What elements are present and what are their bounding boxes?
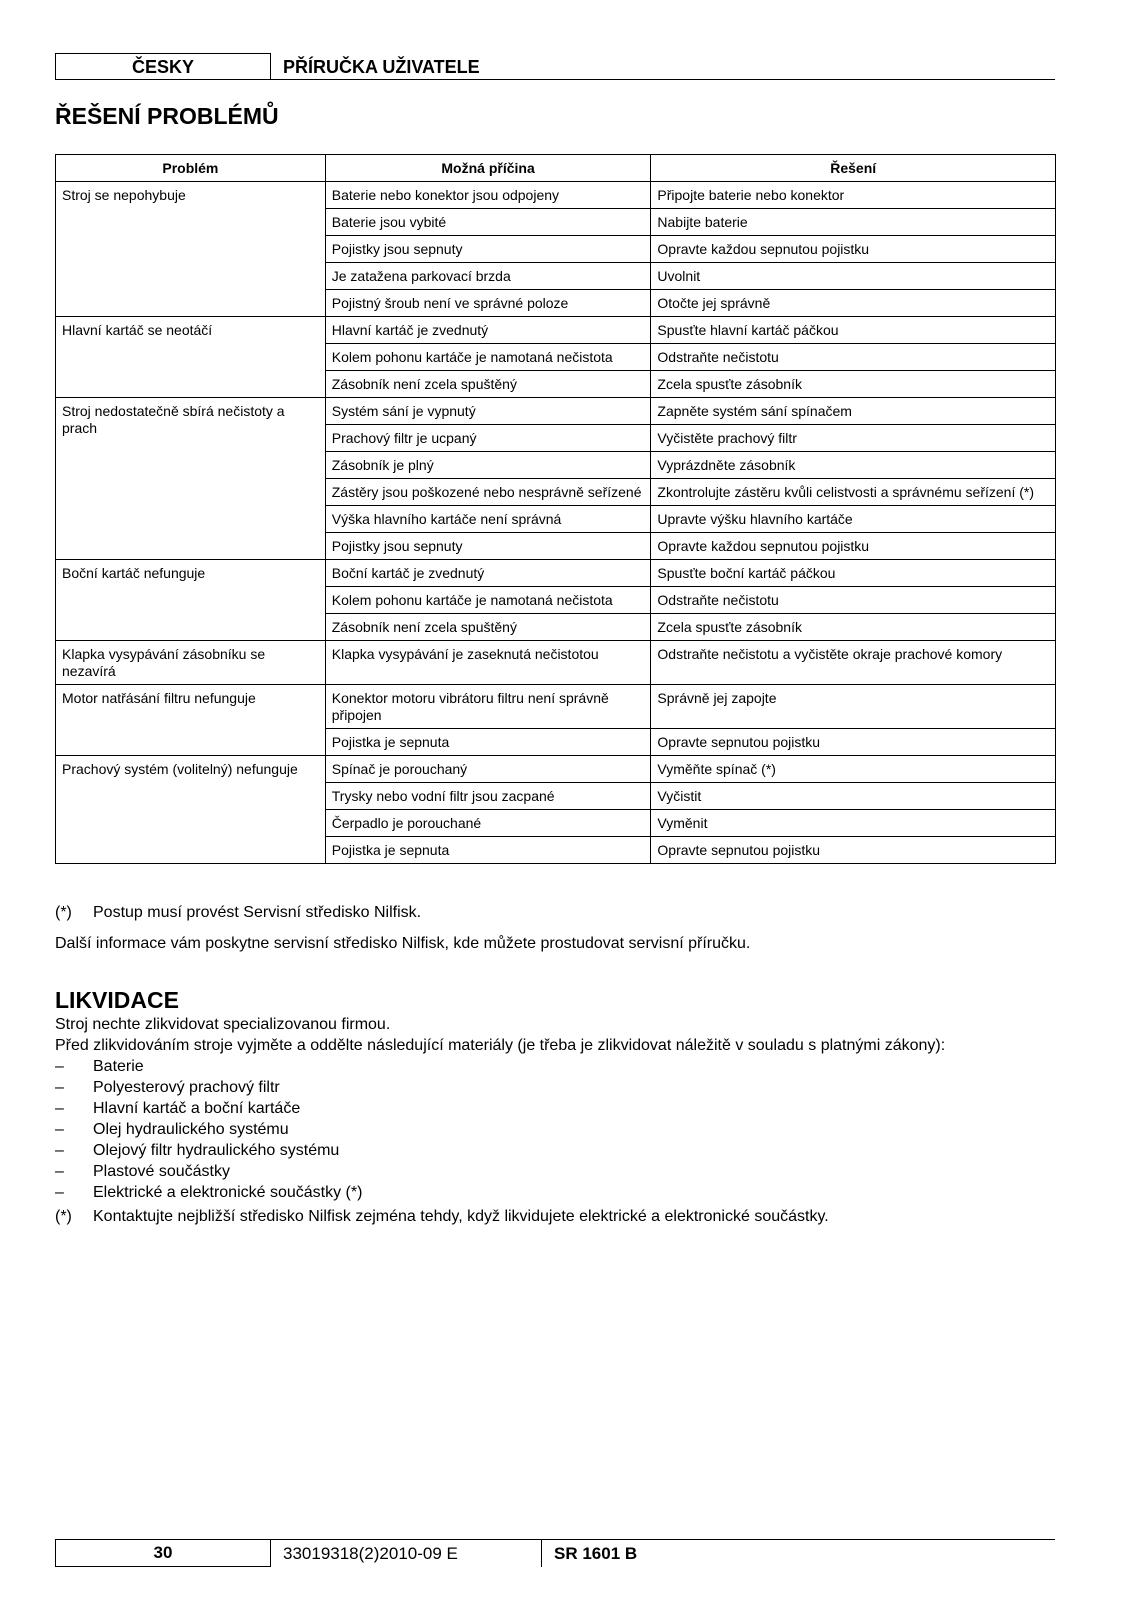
document-code: 33019318(2)2010-09 E bbox=[271, 1540, 542, 1567]
solution-cell: Odstraňte nečistotu a vyčistěte okraje prachové komory bbox=[651, 641, 1056, 685]
table-row bbox=[56, 641, 1056, 685]
list-item bbox=[55, 1056, 945, 1077]
cause-cell: Je zatažena parkovací brzda bbox=[325, 263, 651, 290]
solution-cell: Vyčistěte prachový filtr bbox=[651, 425, 1056, 452]
list-item bbox=[55, 1077, 945, 1098]
column-header-problem: Problém bbox=[56, 155, 326, 182]
table-row bbox=[56, 398, 1056, 425]
list-item-text: Olejový filtr hydraulického systému bbox=[93, 1142, 340, 1159]
page-number: 30 bbox=[55, 1540, 271, 1567]
list-item bbox=[55, 1161, 945, 1182]
problem-cell: Hlavní kartáč se neotáčí bbox=[56, 317, 326, 398]
note-marker: (*) bbox=[55, 1208, 72, 1225]
problem-cell: Motor natřásání filtru nefunguje bbox=[56, 685, 326, 756]
solution-cell: Vyměnit bbox=[651, 810, 1056, 837]
table-row bbox=[56, 685, 1056, 729]
solution-cell: Zapněte systém sání spínačem bbox=[651, 398, 1056, 425]
note-text: Kontaktujte nejbližší středisko Nilfisk zejména tehdy, když likvidujete elektrické a elektronické součástky. bbox=[93, 1208, 829, 1225]
cause-cell: Zásobník je plný bbox=[325, 452, 651, 479]
cause-cell: Trysky nebo vodní filtr jsou zacpané bbox=[325, 783, 651, 810]
solution-cell: Zcela spusťte zásobník bbox=[651, 614, 1056, 641]
list-item-text: Elektrické a elektronické součástky (*) bbox=[93, 1184, 363, 1201]
cause-cell: Baterie jsou vybité bbox=[325, 209, 651, 236]
dash-bullet: – bbox=[55, 1142, 64, 1159]
solution-cell: Připojte baterie nebo konektor bbox=[651, 182, 1056, 209]
list-item-text: Hlavní kartáč a boční kartáče bbox=[93, 1100, 301, 1117]
solution-cell: Nabijte baterie bbox=[651, 209, 1056, 236]
solution-cell: Odstraňte nečistotu bbox=[651, 344, 1056, 371]
disposal-line-2: Před zlikvidováním stroje vyjměte a oddělte následující materiály (je třeba je zlikvidovat náležitě v souladu s platnými zákony): bbox=[55, 1037, 946, 1054]
cause-cell: Kolem pohonu kartáče je namotaná nečistota bbox=[325, 344, 651, 371]
solution-cell: Spusťte boční kartáč páčkou bbox=[651, 560, 1056, 587]
solution-cell: Opravte každou sepnutou pojistku bbox=[651, 533, 1056, 560]
dash-bullet: – bbox=[55, 1121, 64, 1138]
cause-cell: Pojistky jsou sepnuty bbox=[325, 533, 651, 560]
table-row bbox=[56, 317, 1056, 344]
table-row bbox=[56, 756, 1056, 783]
cause-cell: Prachový filtr je ucpaný bbox=[325, 425, 651, 452]
disposal-title: LIKVIDACE bbox=[55, 987, 179, 1013]
solution-cell: Zkontrolujte zástěru kvůli celistvosti a správnému seřízení (*) bbox=[651, 479, 1056, 506]
solution-cell: Vyprázdněte zásobník bbox=[651, 452, 1056, 479]
cause-cell: Pojistka je sepnuta bbox=[325, 729, 651, 756]
troubleshooting-table bbox=[55, 154, 1056, 864]
cause-cell: Pojistky jsou sepnuty bbox=[325, 236, 651, 263]
solution-cell: Opravte sepnutou pojistku bbox=[651, 729, 1056, 756]
list-item bbox=[55, 1119, 945, 1140]
problem-cell: Stroj se nepohybuje bbox=[56, 182, 326, 317]
list-item-text: Olej hydraulického systému bbox=[93, 1121, 289, 1138]
solution-cell: Opravte každou sepnutou pojistku bbox=[651, 236, 1056, 263]
cause-cell: Pojistný šroub není ve správné poloze bbox=[325, 290, 651, 317]
dash-bullet: – bbox=[55, 1100, 64, 1117]
info-paragraph: Další informace vám poskytne servisní středisko Nilfisk, kde můžete prostudovat servisní příručku. bbox=[55, 935, 751, 952]
list-item-text: Plastové součástky bbox=[93, 1163, 230, 1180]
column-header-cause: Možná příčina bbox=[325, 155, 651, 182]
disposal-line-1: Stroj nechte zlikvidovat specializovanou firmou. bbox=[55, 1016, 391, 1033]
cause-cell: Spínač je porouchaný bbox=[325, 756, 651, 783]
solution-cell: Odstraňte nečistotu bbox=[651, 587, 1056, 614]
cause-cell: Výška hlavního kartáče není správná bbox=[325, 506, 651, 533]
cause-cell: Hlavní kartáč je zvednutý bbox=[325, 317, 651, 344]
dash-bullet: – bbox=[55, 1163, 64, 1180]
note-text: Postup musí provést Servisní středisko Nilfisk. bbox=[93, 904, 422, 921]
problem-cell: Klapka vysypávání zásobníku se nezavírá bbox=[56, 641, 326, 685]
cause-cell: Konektor motoru vibrátoru filtru není správně připojen bbox=[325, 685, 651, 729]
page-footer bbox=[55, 1539, 1055, 1567]
solution-cell: Zcela spusťte zásobník bbox=[651, 371, 1056, 398]
dash-bullet: – bbox=[55, 1079, 64, 1096]
problem-cell: Stroj nedostatečně sbírá nečistoty a prach bbox=[56, 398, 326, 560]
cause-cell: Baterie nebo konektor jsou odpojeny bbox=[325, 182, 651, 209]
dash-bullet: – bbox=[55, 1058, 64, 1075]
header-manual-title: PŘÍRUČKA UŽIVATELE bbox=[271, 53, 1055, 80]
problem-cell: Boční kartáč nefunguje bbox=[56, 560, 326, 641]
page-header bbox=[55, 53, 1055, 80]
list-item-text: Baterie bbox=[93, 1058, 144, 1075]
list-item bbox=[55, 1182, 945, 1203]
list-item bbox=[55, 1140, 945, 1161]
cause-cell: Kolem pohonu kartáče je namotaná nečistota bbox=[325, 587, 651, 614]
problem-cell: Prachový systém (volitelný) nefunguje bbox=[56, 756, 326, 864]
header-language: ČESKY bbox=[55, 53, 271, 80]
cause-cell: Zásobník není zcela spuštěný bbox=[325, 371, 651, 398]
table-header-row bbox=[56, 155, 1056, 182]
cause-cell: Klapka vysypávání je zaseknutá nečistotou bbox=[325, 641, 651, 685]
service-note bbox=[55, 904, 421, 922]
solution-cell: Správně jej zapojte bbox=[651, 685, 1056, 729]
disposal-note bbox=[55, 1208, 829, 1226]
disposal-text bbox=[55, 1014, 945, 1203]
cause-cell: Pojistka je sepnuta bbox=[325, 837, 651, 864]
troubleshooting-table-body bbox=[56, 182, 1056, 864]
solution-cell: Otočte jej správně bbox=[651, 290, 1056, 317]
disposal-material-list bbox=[55, 1056, 945, 1203]
solution-cell: Vyměňte spínač (*) bbox=[651, 756, 1056, 783]
note-marker: (*) bbox=[55, 904, 72, 921]
column-header-solution: Řešení bbox=[651, 155, 1056, 182]
cause-cell: Systém sání je vypnutý bbox=[325, 398, 651, 425]
table-row bbox=[56, 560, 1056, 587]
solution-cell: Upravte výšku hlavního kartáče bbox=[651, 506, 1056, 533]
troubleshooting-title: ŘEŠENÍ PROBLÉMŮ bbox=[55, 103, 279, 129]
solution-cell: Spusťte hlavní kartáč páčkou bbox=[651, 317, 1056, 344]
list-item-text: Polyesterový prachový filtr bbox=[93, 1079, 280, 1096]
dash-bullet: – bbox=[55, 1184, 64, 1201]
solution-cell: Opravte sepnutou pojistku bbox=[651, 837, 1056, 864]
table-row bbox=[56, 182, 1056, 209]
cause-cell: Zásobník není zcela spuštěný bbox=[325, 614, 651, 641]
list-item bbox=[55, 1098, 945, 1119]
cause-cell: Zástěry jsou poškozené nebo nesprávně seřízené bbox=[325, 479, 651, 506]
model-name: SR 1601 B bbox=[554, 1543, 638, 1563]
solution-cell: Uvolnit bbox=[651, 263, 1056, 290]
cause-cell: Čerpadlo je porouchané bbox=[325, 810, 651, 837]
solution-cell: Vyčistit bbox=[651, 783, 1056, 810]
cause-cell: Boční kartáč je zvednutý bbox=[325, 560, 651, 587]
